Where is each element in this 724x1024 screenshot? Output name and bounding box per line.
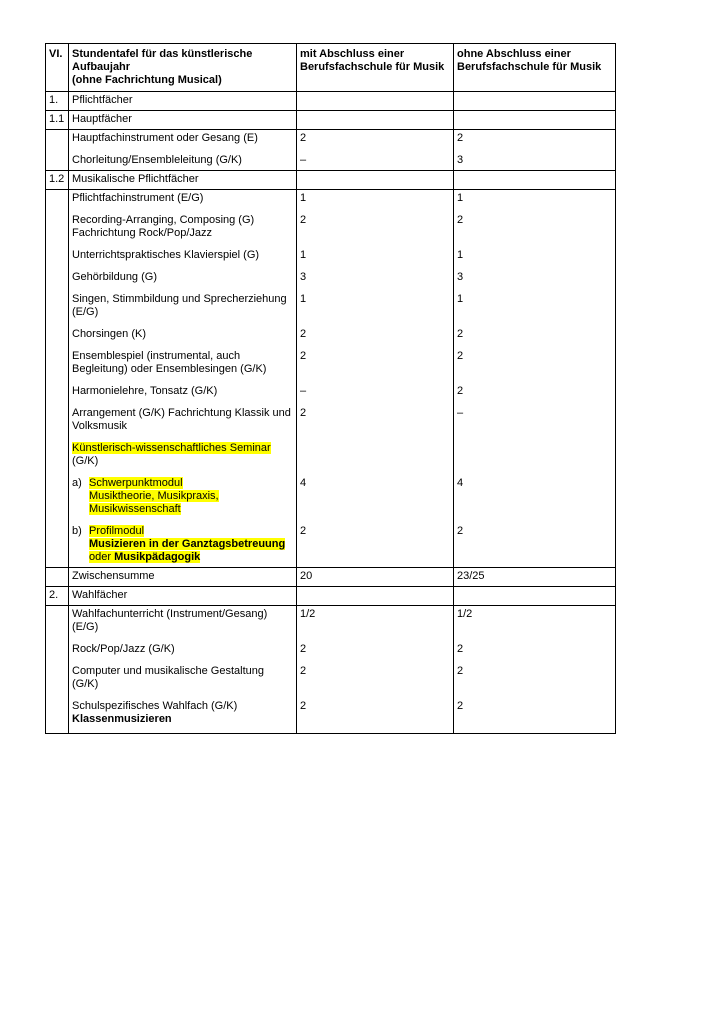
hours-value: 1 [300, 249, 307, 261]
hours-value: 2 [457, 214, 464, 226]
hours-value: 2 [457, 665, 464, 677]
module-letter: b) [72, 525, 82, 537]
hours-value: 4 [457, 477, 464, 489]
subject-label-extra: Klassenmusizieren [72, 713, 172, 725]
section-row-pflichtfaecher [46, 92, 616, 111]
section-number: 1. [46, 92, 69, 111]
seminar-label-suffix: (G/K) [72, 455, 99, 467]
subject-label: Unterrichtspraktisches Klavierspiel (G) [72, 249, 260, 261]
hours-value: 3 [300, 271, 307, 283]
module-letter: a) [72, 477, 82, 489]
header-title [69, 44, 297, 92]
zwischensumme-ohne: 23/25 [454, 568, 616, 587]
hauptfaecher-labels [69, 130, 297, 171]
wahlfaecher-ohne [454, 606, 616, 734]
hours-value: 2 [300, 525, 307, 537]
section-number: 1.2 [46, 171, 69, 190]
subject-label: Wahlfachunterricht (Instrument/Gesang) (E/G) [72, 608, 268, 633]
table-header-row [46, 44, 616, 92]
hours-value: 2 [457, 350, 464, 362]
hours-value: 1 [457, 293, 464, 305]
section-row-hauptfaecher [46, 111, 616, 130]
hauptfaecher-block [46, 130, 616, 171]
hours-value: 2 [300, 132, 307, 144]
section-number: 1.1 [46, 111, 69, 130]
hours-value: 2 [300, 407, 307, 419]
hours-value: 2 [300, 328, 307, 340]
section-label: Wahlfächer [69, 587, 297, 606]
hours-value: 2 [300, 214, 307, 226]
hours-value: 3 [457, 154, 464, 166]
hours-value: 1/2 [457, 608, 473, 620]
section-label: Pflichtfächer [69, 92, 297, 111]
pflichtfaecher-labels [69, 190, 297, 568]
pflichtfaecher-block [46, 190, 616, 568]
hours-value: 2 [300, 700, 307, 712]
hours-value: 2 [457, 525, 464, 537]
header-col-mit: mit Abschluss einer Berufsfachschule für Musik [297, 44, 454, 92]
pflichtfaecher-ohne [454, 190, 616, 568]
zwischensumme-mit: 20 [297, 568, 454, 587]
subject-label: Rock/Pop/Jazz (G/K) [72, 643, 175, 655]
module-detail-bold: Musizieren in der Ganztagsbetreuung [89, 538, 286, 550]
section-row-musikalische-pflichtfaecher [46, 171, 616, 190]
wahlfaecher-mit [297, 606, 454, 734]
hours-value: 2 [300, 350, 307, 362]
hours-value: 2 [457, 132, 464, 144]
section-label: Hauptfächer [69, 111, 297, 130]
module-detail-oder: oder [89, 551, 112, 563]
subject-label: Gehörbildung (G) [72, 271, 157, 283]
hours-value: 1 [457, 192, 464, 204]
stundentafel-page [45, 43, 616, 734]
stundentafel-table [45, 43, 616, 734]
subject-label: Arrangement (G/K) Fachrichtung Klassik und Volksmusik [72, 407, 291, 432]
hours-value: 1 [300, 293, 307, 305]
hours-value: 2 [457, 328, 464, 340]
module-detail: Musiktheorie, Musikpraxis, Musikwissenschaft [89, 490, 219, 515]
seminar-module-b [72, 525, 293, 564]
subject-label: Ensemblespiel (instrumental, auch Begleitung) oder Ensemblesingen (G/K) [72, 350, 267, 375]
subject-label: Schulspezifisches Wahlfach (G/K) [72, 700, 238, 712]
hauptfaecher-mit [297, 130, 454, 171]
hours-value: 1/2 [300, 608, 316, 620]
hours-value: – [300, 385, 307, 397]
module-label: Schwerpunktmodul [89, 477, 183, 489]
subject-label: Hauptfachinstrument oder Gesang (E) [72, 132, 258, 144]
section-row-wahlfaecher [46, 587, 616, 606]
seminar-label [72, 442, 293, 468]
header-title-main: Stundentafel für das künstlerische Aufbaujahr [72, 48, 253, 73]
pflichtfaecher-mit [297, 190, 454, 568]
zwischensumme-row [46, 568, 616, 587]
wahlfaecher-block [46, 606, 616, 734]
module-label: Profilmodul [89, 525, 145, 537]
hours-value: 2 [457, 385, 464, 397]
hours-value: 2 [300, 665, 307, 677]
hours-value: 2 [457, 700, 464, 712]
wahlfaecher-labels [69, 606, 297, 734]
hours-value: – [300, 154, 307, 166]
section-label: Musikalische Pflichtfächer [69, 171, 297, 190]
subject-label: Pflichtfachinstrument (E/G) [72, 192, 204, 204]
hours-value: 4 [300, 477, 307, 489]
hours-value: 3 [457, 271, 464, 283]
hours-value: 1 [300, 192, 307, 204]
subject-label: Harmonielehre, Tonsatz (G/K) [72, 385, 218, 397]
hours-value: 2 [457, 643, 464, 655]
seminar-label-text: Künstlerisch-wissenschaftliches Seminar [72, 442, 271, 454]
subject-label: Chorleitung/Ensembleleitung (G/K) [72, 154, 242, 166]
subject-label: Recording-Arranging, Composing (G) Fachrichtung Rock/Pop/Jazz [72, 214, 255, 239]
zwischensumme-label: Zwischensumme [69, 568, 297, 587]
hours-value: 1 [457, 249, 464, 261]
subject-label: Singen, Stimmbildung und Sprecherziehung (E/G) [72, 293, 287, 318]
subject-label: Computer und musikalische Gestaltung (G/K) [72, 665, 264, 690]
hours-value: 2 [300, 643, 307, 655]
hauptfaecher-ohne [454, 130, 616, 171]
header-title-sub: (ohne Fachrichtung Musical) [72, 74, 222, 86]
seminar-module-a [72, 477, 293, 516]
section-number: 2. [46, 587, 69, 606]
subject-label: Chorsingen (K) [72, 328, 146, 340]
header-number: VI. [46, 44, 69, 92]
hours-value: – [457, 407, 464, 419]
module-detail-bold: Musikpädagogik [114, 551, 201, 563]
header-col-ohne: ohne Abschluss einer Berufsfachschule für Musik [454, 44, 616, 92]
